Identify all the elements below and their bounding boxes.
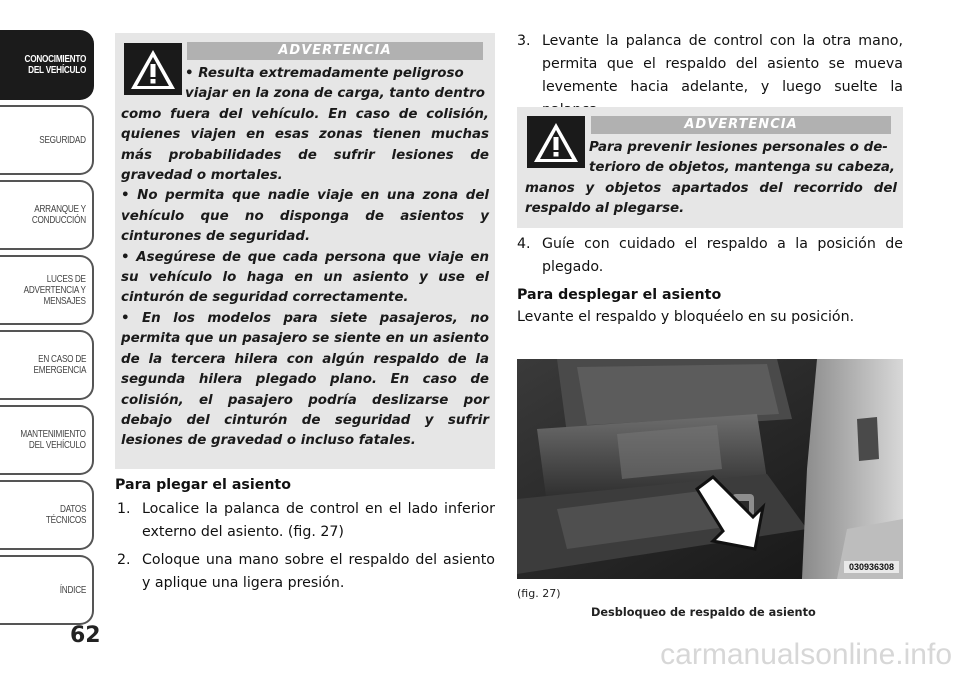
step-number: 4. [517,236,531,252]
warning-box-1 [115,33,495,469]
page-number: 62 [70,623,101,648]
step-1 [117,498,495,544]
tab-conocimiento-del-vehiculo[interactable] [0,30,94,100]
figure-reference: (fig. 27) [517,587,561,600]
tab-datos-tecnicos[interactable] [0,480,94,550]
figure-caption: Desbloqueo de respaldo de asiento [591,606,816,619]
tab-en-caso-de-emergencia[interactable] [0,330,94,400]
step-text: Coloque una mano sobre el respaldo del asiento y aplique una ligera presión. [142,552,495,591]
tab-label: EN CASO DE EMERGENCIA [33,354,86,376]
warning-bullet: • En los modelos para siete pasajeros, no permita que un pasajero se siente en un asiento de la tercera hilera con algún respaldo de la segunda hilera plegado plano. En caso de colisión, el pasajero podría deslizarse por debajo del cinturón de seguridad y sufrir lesiones de gravedad o incluso fatales. [121,310,489,449]
tab-seguridad[interactable] [0,105,94,175]
figure-code: 030936308 [844,561,899,573]
warning-paragraph: manos y objetos apartados del recorrido del respaldo al plegarse. [525,180,897,217]
warning-text [525,138,897,220]
step-text: Levante la palanca de control con la otra mano, permita que el respaldo del asiento se mueva levemente hacia adelante, y luego suelte la [542,33,903,95]
heading-desplegar: Para desplegar el asiento [517,287,722,303]
tab-label: ÍNDICE [59,584,86,596]
warning-header: ADVERTENCIA [187,42,483,60]
warning-box-2 [517,107,903,228]
tab-indice[interactable] [0,555,94,625]
seat-photo [517,359,903,579]
tab-label: CONOCIMIENTO DEL VEHÍCULO [24,54,86,76]
tab-label: DATOS TÉCNICOS [45,504,86,526]
tab-label: MANTENIMIENTO DEL VEHÍCULO [20,429,86,451]
warning-line: • Resulta extremadamente peligroso [185,66,464,81]
warning-paragraph: como fuera del vehículo. En caso de colisión, quienes viajen en esas zonas tienen muchas más probabilidades de sufrir lesiones de gravedad o mortales. [121,106,489,184]
tab-label: ARRANQUE Y CONDUCCIÓN [31,204,86,226]
tab-mantenimiento[interactable] [0,405,94,475]
step-number: 2. [117,552,131,568]
step-4 [517,233,903,279]
tab-luces-de-advertencia[interactable] [0,255,94,325]
tab-arranque-y-conduccion[interactable] [0,180,94,250]
tab-label: LUCES DE ADVERTENCIA Y MENSAJES [23,273,86,307]
step-2 [117,549,495,595]
warning-line: terioro de objetos, mantenga su cabeza, [589,160,895,176]
warning-header: ADVERTENCIA [591,116,891,134]
warning-line: viajar en la zona de carga, tanto dentro [185,86,485,102]
warning-bullet: • Asegúrese de que cada persona que viaje en su vehículo lo haga en un asiento y use el cinturón de seguridad correctamente. [121,249,489,306]
seat-illustration [517,359,903,579]
warning-line: Para prevenir lesiones personales o de- [589,140,888,155]
warning-bullet: • No permita que nadie viaje en una zona del vehículo que no disponga de asientos y cinturones de seguridad. [121,188,489,245]
step-text: Localice la palanca de control en el lado inferior externo del asiento. (fig. 27) [142,501,495,540]
tab-label: SEGURIDAD [39,134,86,146]
warning-text [121,64,489,452]
heading-plegar: Para plegar el asiento [115,477,291,493]
unfold-text: Levante el respaldo y bloquéelo en su posición. [517,309,855,325]
step-number: 1. [117,501,131,517]
step-number: 3. [517,33,531,49]
step-text: Guíe con cuidado el respaldo a la posición de plegado. [542,236,903,275]
watermark: carmanualsonline.info [660,638,952,671]
